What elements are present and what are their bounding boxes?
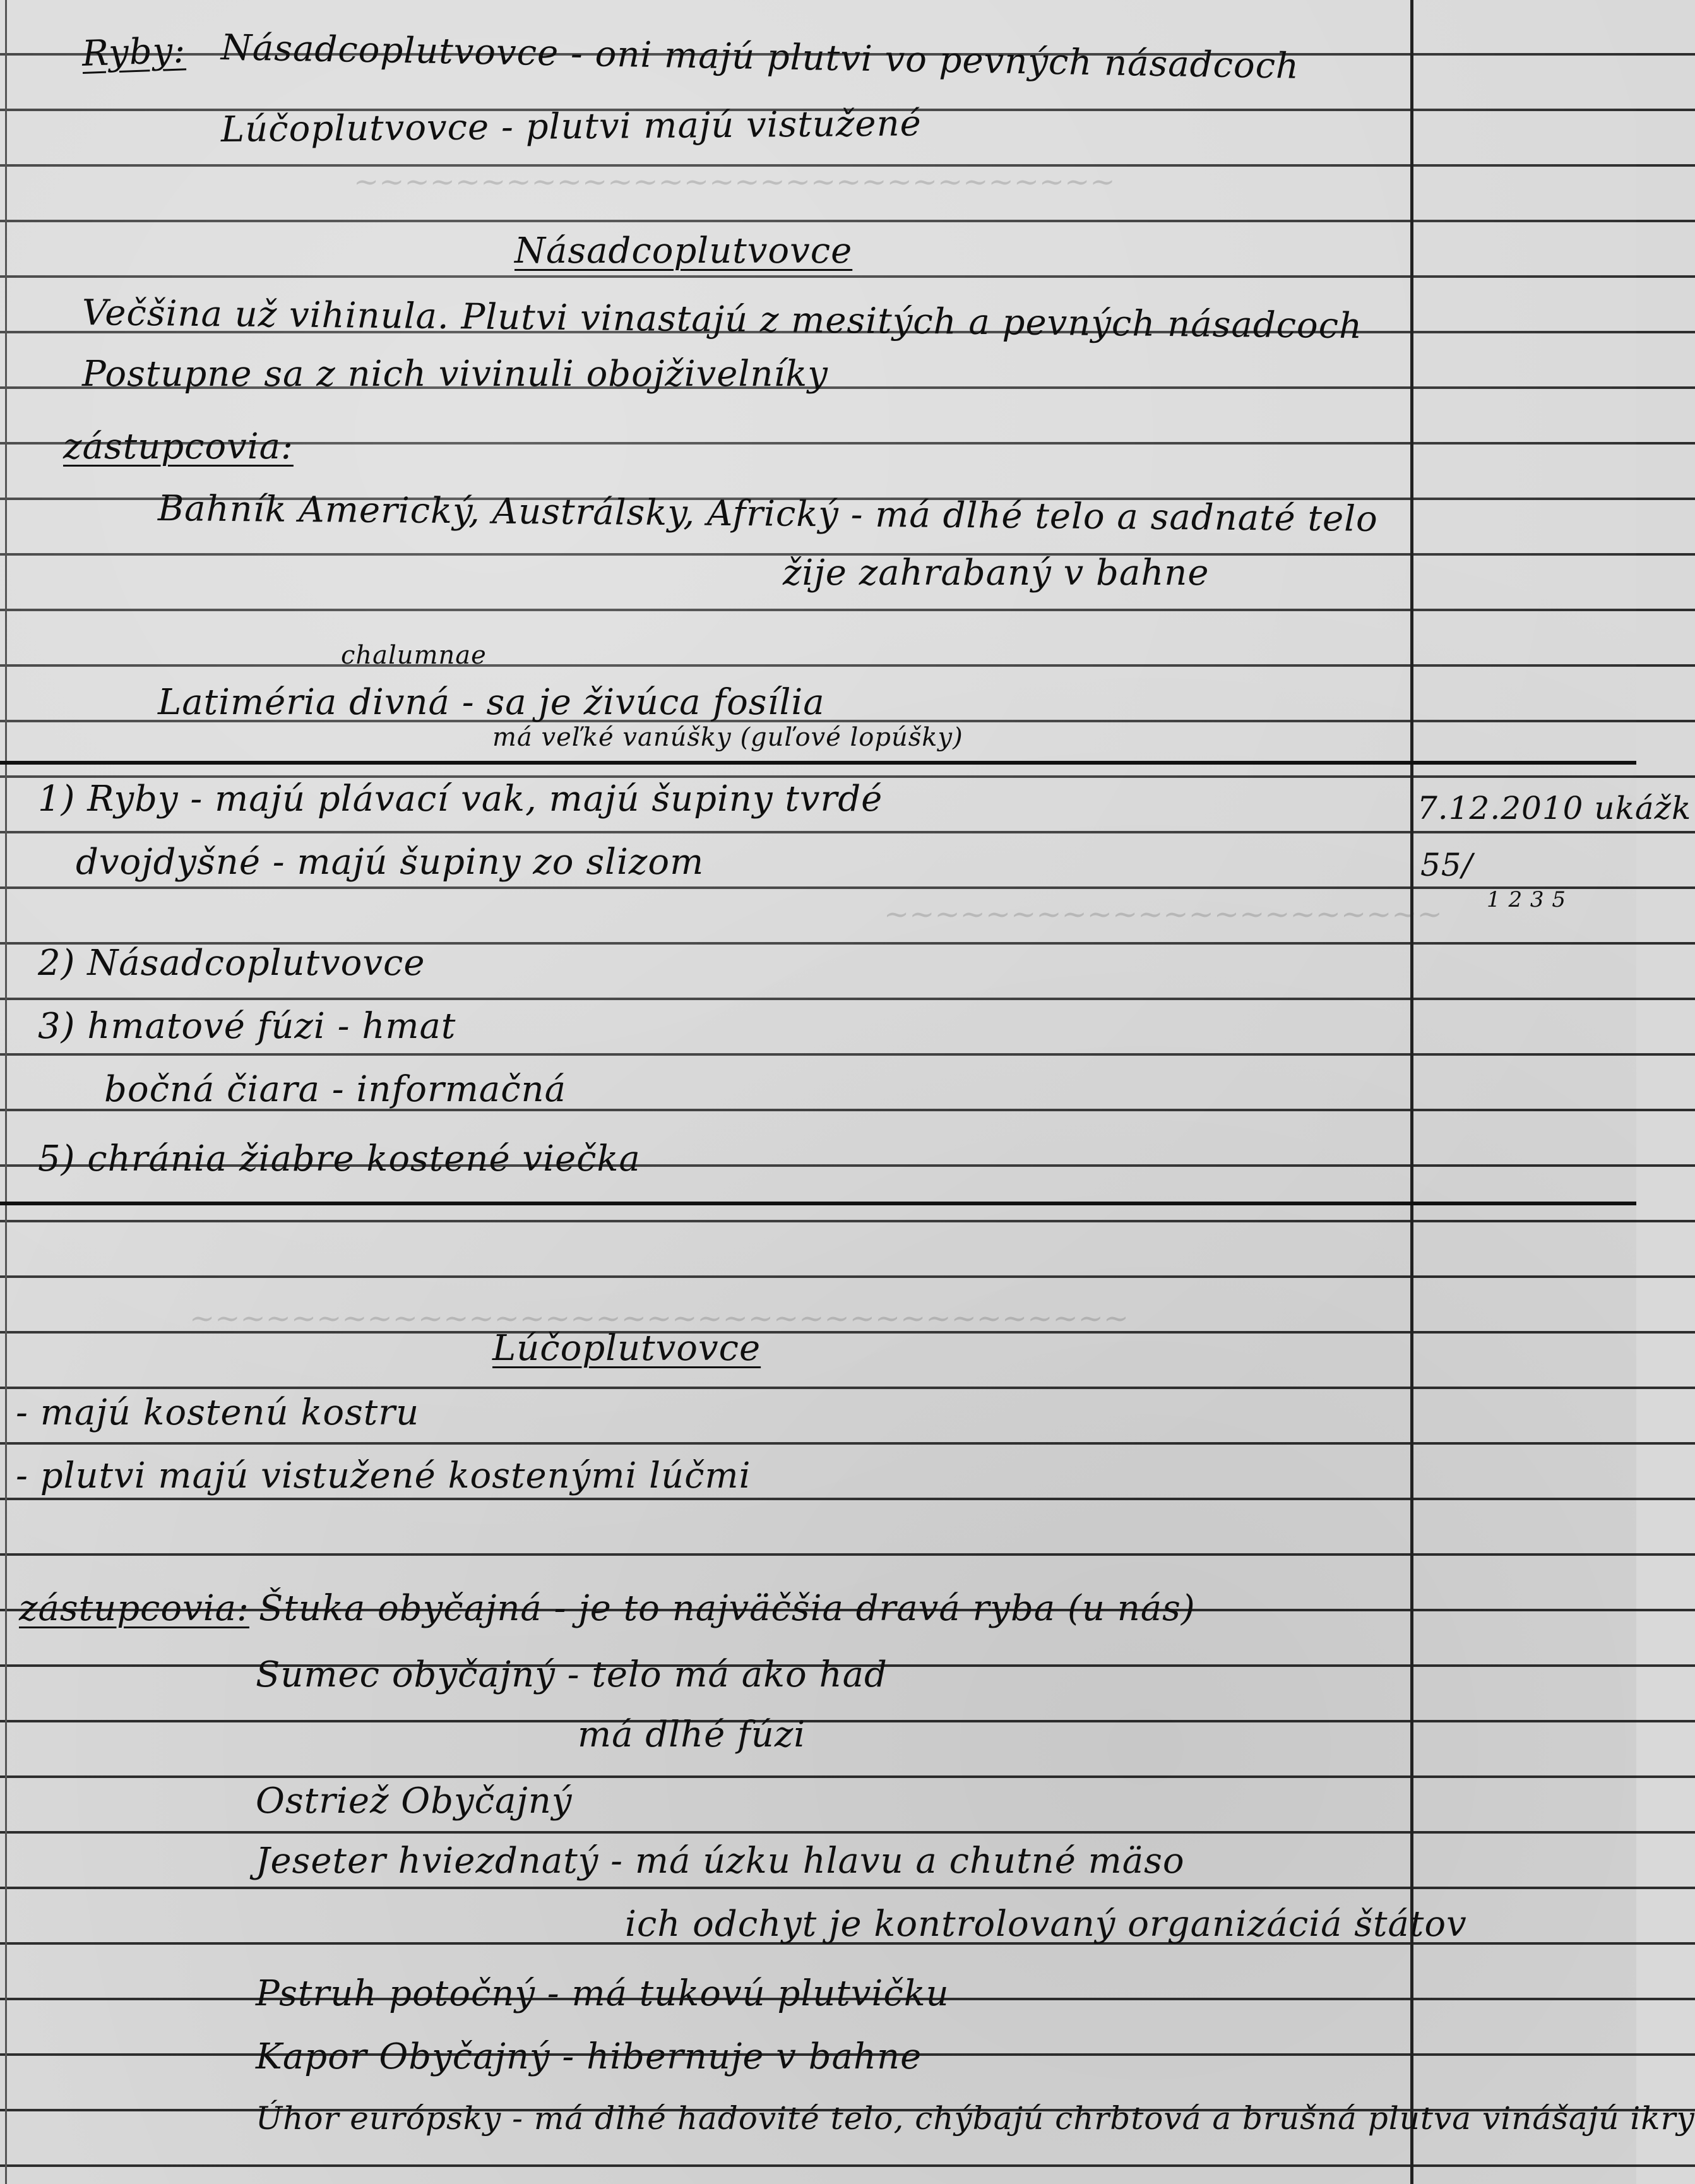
representative-entry-continued: ich odchyt je kontrolovaný organizáciá štátov [625,1904,1467,1945]
paragraph-line: Večšina už vihinula. Plutvi vinastajú z mesitých a pevných násadcoch [81,292,1363,347]
bleed-through-mark: ~~~~~~~~~~~~~~~~~~~~~~ [884,897,1442,932]
score-subnote: 1 2 3 5 [1487,887,1566,912]
paragraph-line: Postupne sa z nich vivinuli obojživelníky [82,354,828,395]
score-note: 55/ [1420,847,1473,883]
header-line-1: Násadcoplutvovce - oni majú plutvi vo pevných násadcoch [220,27,1300,87]
representative-entry: Kapor Obyčajný - hibernuje v bahne [256,2036,922,2077]
representative-entry-continued: má veľké vanúšky (guľové lopúšky) [492,723,963,752]
representative-entry-continued: žije zahrabaný v bahne [783,552,1210,594]
representative-entry: Štuka obyčajná - je to najväčšia dravá ryba (u nás) [259,1588,1196,1629]
list-item: 1) Ryby - majú plávací vak, majú šupiny tvrdé [38,779,883,820]
representatives-label: zástupcovia: [19,1588,249,1629]
representatives-label: zástupcovia: [63,426,294,467]
representative-entry: Pstruh potočný - má tukovú plutvičku [256,1973,949,2014]
date-note: 7.12.2010 ukážk [1417,790,1692,826]
bullet-item: - majú kostenú kostru [16,1392,420,1433]
annotation-note: chalumnae [341,641,487,670]
list-item: 3) hmatové fúzi - hmat [38,1006,456,1047]
representative-entry-continued: má dlhé fúzi [578,1714,806,1755]
representative-entry: Sumec obyčajný - telo má ako had [256,1654,888,1695]
header-line-2: Lúčoplutvovce - plutvi majú vistužené [220,103,922,150]
section-title-nasadcoplutvovce: Násadcoplutvovce [514,230,853,272]
section-divider-2 [0,1202,1636,1205]
representative-entry: Jeseter hviezdnatý - má úzku hlavu a chutné mäso [256,1841,1185,1882]
bullet-item: - plutvi majú vistužené kostenými lúčmi [16,1455,751,1496]
list-item: dvojdyšné - majú šupiny zo slizom [76,842,705,883]
section-divider-1 [0,761,1636,765]
representative-entry: Latiméria divná - sa je živúca fosília [158,682,825,723]
margin-line [1410,0,1413,2184]
bleed-through-mark: ~~~~~~~~~~~~~~~~~~~~~~~~~~~~~~~~~~~~~ [189,1301,1129,1336]
subject-label: Ryby: [81,30,187,75]
page-left-edge [5,0,7,2184]
list-item: bočná čiara - informačná [104,1069,567,1110]
representative-entry: Ostriež Obyčajný [256,1781,573,1822]
representative-entry: Bahník Americký, Austrálsky, Africký - má dlhé telo a sadnaté telo [157,488,1379,540]
representative-entry: Úhor európsky - má dlhé hadovité telo, chýbajú chrbtová a brušná plutva vinášajú ikry [256,2100,1695,2137]
bleed-through-mark: ~~~~~~~~~~~~~~~~~~~~~~~~~~~~~~ [354,164,1115,200]
list-item: 2) Násadcoplutvovce [38,943,425,984]
list-item: 5) chránia žiabre kostené viečka [38,1138,641,1179]
section-title-lucoplutvovce: Lúčoplutvovce [492,1328,761,1369]
